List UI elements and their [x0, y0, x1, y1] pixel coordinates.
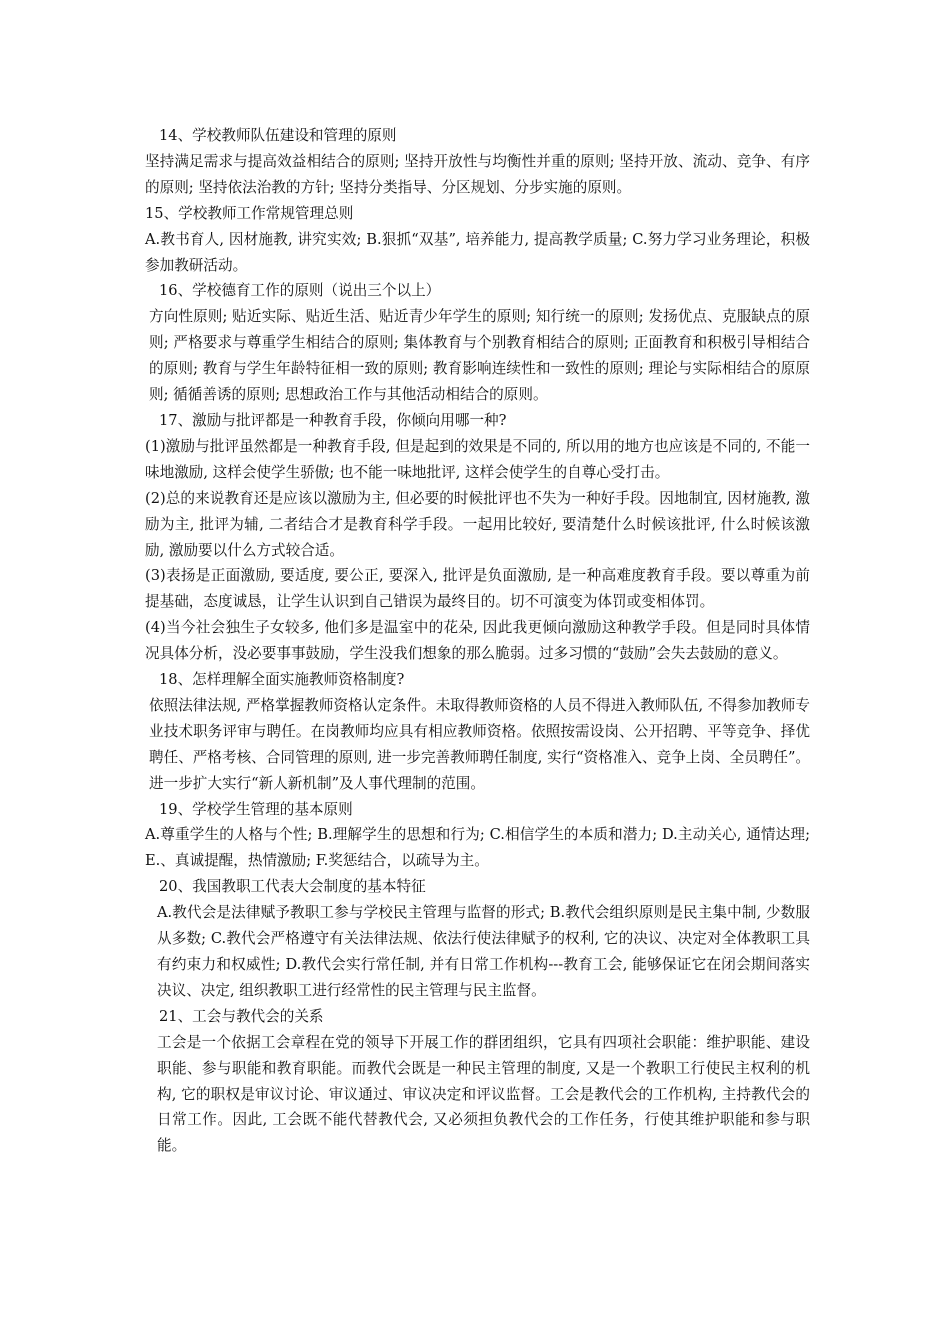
section-heading-20: 20、我国教职工代表大会制度的基本特征	[159, 878, 426, 896]
section-body-20: A.教代会是法律赋予教职工参与学校民主管理与监督的形式; B.教代会组织原则是民主集中制, 少数服从多数; C.教代会严格遵守有关法律法规、依法行使法律赋予的权利, 它的决议、决定对全体教职工具有约束力和权威性; D.教代会实行常任制, 并有日常工作机构---教育工会, 能够保证它在闭会期间落实决议、决定, 组织教职工进行经常性的民主管理与民主监督。	[157, 904, 810, 999]
section-body-14: 坚持满足需求与提高效益相结合的原则; 坚持开放性与均衡性并重的原则; 坚持开放、流动、竞争、有序的原则; 坚持依法治教的方针; 坚持分类指导、分区规划、分步实施的原则。	[145, 152, 810, 196]
section-body-19: A.尊重学生的人格与个性; B.理解学生的思想和行为; C.相信学生的本质和潜力; D.主动关心, 通情达理; E.、真诚提醒，热情激励; F.奖惩结合，以疏导为主。	[145, 826, 810, 870]
section-body-21: 工会是一个依据工会章程在党的领导下开展工作的群团组织，它具有四项社会职能：维护职能、建设职能、参与职能和教育职能。而教代会既是一种民主管理的制度, 又是一个教职工行使民主权利的机构, 它的职权是审议讨论、审议通过、审议决定和评议监督。工会是教代会的工作机构, 主持教代会的日常工作。因此, 工会既不能代替教代会, 又必须担负教代会的工作任务，行使其维护职能和参与职能。	[157, 1033, 810, 1155]
section-heading-16: 16、学校德育工作的原则（说出三个以上）	[159, 282, 441, 300]
section-heading-14: 14、学校教师队伍建设和管理的原则	[159, 127, 397, 144]
section-heading-17: 17、激励与批评都是一种教育手段，你倾向用哪一种?	[159, 411, 507, 429]
section-heading-19: 19、学校学生管理的基本原则	[159, 800, 353, 818]
section-body-16: 方向性原则; 贴近实际、贴近生活、贴近青少年学生的原则; 知行统一的原则; 发扬优点、克服缺点的原则; 严格要求与尊重学生相结合的原则; 集体教育与个别教育相结合的原则; 正面教育和积极引导相结合的原则; 教育与学生年龄特征相一致的原则; 教育影响连续性和一致性的原则; 理论与实际相结合的原原则; 循循善诱的原则; 思想政治工作与其他活动相结合的原则。	[149, 308, 810, 404]
section-body-17-item-1: (1)激励与批评虽然都是一种教育手段, 但是起到的效果是不同的, 所以用的地方也应该是不同的, 不能一味地激励, 这样会使学生骄傲; 也不能一味地批评, 这样会使学生的自尊心受打击。	[145, 437, 810, 481]
section-heading-21: 21、工会与教代会的关系	[159, 1007, 324, 1025]
section-body-18: 依照法律法规, 严格掌握教师资格认定条件。未取得教师资格的人员不得进入教师队伍, 不得参加教师专业技术职务评审与聘任。在岗教师均应具有相应教师资格。依照按需设岗、公开招聘、平等竞争、择优聘任、严格考核、合同管理的原则, 进一步完善教师聘任制度, 实行“资格准入、竞争上岗、全员聘任”。进一步扩大实行“新人新机制”及人事代理制的范围。	[149, 696, 811, 792]
section-body-15: A.教书育人, 因材施教, 讲究实效; B.狠抓“双基”, 培养能力, 提高教学质量; C.努力学习业务理论，积极参加教研活动。	[145, 230, 810, 274]
section-heading-15: 15、学校教师工作常规管理总则	[145, 204, 354, 222]
section-body-17-item-2: (2)总的来说教育还是应该以激励为主, 但必要的时候批评也不失为一种好手段。因地制宜, 因材施教, 激励为主, 批评为辅, 二者结合才是教育科学手段。一起用比较好, 要清楚什么时候该批评, 什么时候该激励, 激励要以什么方式较合适。	[145, 489, 810, 559]
section-body-17-item-4: (4)当今社会独生子女较多, 他们多是温室中的花朵, 因此我更倾向激励这种教学手段。但是同时具体情况具体分析，没必要事事鼓励，学生没我们想象的那么脆弱。过多习惯的“鼓励”会失去鼓励的意义。	[145, 619, 810, 663]
document-page	[145, 123, 810, 1159]
section-body-17-item-3: (3)表扬是正面激励, 要适度, 要公正, 要深入, 批评是负面激励, 是一种高难度教育手段。要以尊重为前提基础，态度诚恳，让学生认识到自己错误为最终目的。切不可演变为体罚或变相体罚。	[145, 567, 810, 611]
section-heading-18: 18、怎样理解全面实施教师资格制度?	[159, 671, 405, 689]
